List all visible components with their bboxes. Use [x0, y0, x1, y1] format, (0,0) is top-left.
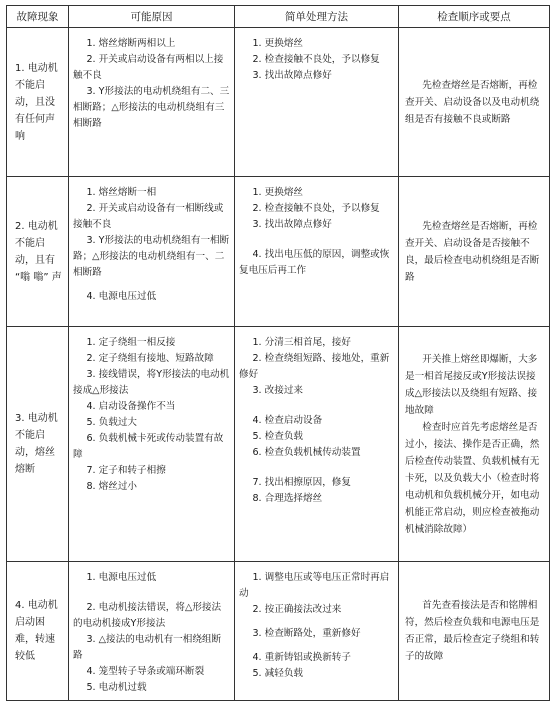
spacer: [239, 399, 394, 413]
header-symptom: 故障现象: [7, 6, 69, 28]
cause-item: 2. 电动机接法错误，将△形接法的电动机接成Y形接法: [73, 602, 222, 629]
method-item: 3. 检查断路处，重新修好: [252, 628, 361, 639]
method-item: 4. 检查启动设备: [252, 415, 323, 426]
cause-cell: [69, 562, 235, 701]
method-cell: [235, 327, 399, 562]
table-row: [7, 177, 550, 327]
method-item: 1. 分清三相首尾，接好: [252, 337, 351, 348]
check-cell: [399, 28, 550, 177]
table-row: [7, 28, 550, 177]
check-cell: [399, 327, 550, 562]
spacer: [239, 618, 394, 626]
spacer: [73, 281, 230, 289]
cause-item: 4. 启动设备操作不当: [86, 401, 176, 412]
method-item: 3. 找出故障点修好: [252, 70, 332, 81]
method-item: 3. 改接过来: [252, 385, 304, 396]
cause-item: 7. 定子和转子相擦: [86, 465, 166, 476]
symptom-cell: 4. 电动机启动困难，转速较低: [7, 562, 69, 701]
cause-item: 5. 电动机过载: [86, 682, 147, 693]
symptom-cell: 3. 电动机不能启动，熔丝熔断: [7, 327, 69, 562]
table-row: [7, 562, 550, 701]
cause-item: 3. 接线错误，将Y形接法的电动机接成△形接法: [73, 369, 230, 396]
header-cause: 可能原因: [69, 6, 235, 28]
method-item: 1. 调整电压或等电压正常时再启动: [239, 572, 390, 599]
cause-item: 6. 负载机械卡死或传动装置有故障: [73, 433, 224, 460]
check-text: 先检查熔丝是否熔断，再检查开关、启动设备以及电动机绕组是否有接触不良或断路: [405, 79, 540, 125]
cause-item: 2. 开关或启动设备有两相以上接触不良: [73, 54, 224, 81]
spacer: [239, 642, 394, 650]
cause-cell: [69, 177, 235, 327]
method-item: 5. 减轻负载: [252, 668, 304, 679]
cause-item: 1. 熔丝熔断一相: [86, 187, 157, 198]
method-cell: [235, 28, 399, 177]
cause-item: 3. Y形接法的电动机绕组有二、三相断路；△形接法的电动机绕组有三相断路: [73, 86, 230, 129]
method-item: 1. 更换熔丝: [252, 38, 304, 49]
check-text: 先检查熔丝是否熔断，再检查开关、启动设备是否接触不良，最后检查电动机绕组是否断路: [405, 220, 540, 283]
fault-table: [6, 5, 550, 701]
cause-item: 4. 电源电压过低: [86, 291, 157, 302]
method-item: 6. 检查负载机械传动装置: [252, 447, 361, 458]
method-item: 2. 检查接触不良处，予以修复: [252, 203, 380, 214]
method-item: 2. 检查接触不良处，予以修复: [252, 54, 380, 65]
cause-item: 8. 熔丝过小: [86, 481, 138, 492]
cause-item: 3. Y形接法的电动机绕组有一相断路；△形接法的电动机绕组有一、二相断路: [73, 235, 230, 278]
cause-item: 2. 定子绕组有接地、短路故障: [86, 353, 214, 364]
method-item: 5. 检查负载: [252, 431, 304, 442]
check-text: 检查时应首先考虑熔丝是否过小，接法、操作是否正确，然后检查传动装置、负载机械有无卡死，以及负载大小（检查时将电动机和负载机械分开，如电动机能正常启动，则应检查被拖动机械消除故障）: [405, 421, 540, 535]
symptom-cell: 1. 电动机不能启动，且没有任何声响: [7, 28, 69, 177]
method-item: 4. 找出电压低的原因，调整或恢复电压后再工作: [239, 249, 390, 276]
cause-item: 5. 负载过大: [86, 417, 138, 428]
cause-item: 1. 定子绕组一相反接: [86, 337, 176, 348]
method-item: 1. 更换熔丝: [252, 187, 304, 198]
cause-item: 2. 开关或启动设备有一相断线或接触不良: [73, 203, 224, 230]
check-cell: [399, 177, 550, 327]
cause-cell: [69, 327, 235, 562]
header-check: 检查顺序或要点: [399, 6, 550, 28]
check-text: 开关推上熔丝即爆断，大多是一相首尾接反或Y形接法误接成△形接法以及绕组有短路、接地故障: [405, 353, 538, 416]
check-text: 首先查看接法是否和铭牌相符，然后检查负载和电源电压是否正常，最后检查定子绕组和转子的故障: [405, 600, 540, 662]
check-cell: [399, 562, 550, 701]
method-item: 8. 合理选择熔丝: [252, 493, 323, 504]
method-cell: [235, 177, 399, 327]
spacer: [73, 586, 230, 600]
table-row: [7, 327, 550, 562]
header-method: 简单处理方法: [235, 6, 399, 28]
method-item: 4. 重新铸铝或换新转子: [252, 652, 351, 663]
method-item: 2. 检查绕组短路、接地处，重新修好: [239, 353, 390, 380]
method-item: 2. 按正确接法改过来: [252, 604, 342, 615]
table-header-row: [7, 6, 550, 28]
cause-item: 1. 熔丝熔断两相以上: [86, 38, 176, 49]
method-item: 3. 找出故障点修好: [252, 219, 332, 230]
symptom-cell: 2. 电动机不能启动，且有 “嗡 嗡” 声: [7, 177, 69, 327]
spacer: [239, 233, 394, 247]
cause-cell: [69, 28, 235, 177]
cause-item: 1. 电源电压过低: [86, 572, 157, 583]
method-item: 7. 找出相擦原因，修复: [252, 477, 351, 488]
cause-item: 3. △接法的电动机有一相绕组断路: [73, 634, 222, 661]
method-cell: [235, 562, 399, 701]
cause-item: 4. 笼型转子导条或端环断裂: [86, 666, 205, 677]
spacer: [239, 461, 394, 475]
